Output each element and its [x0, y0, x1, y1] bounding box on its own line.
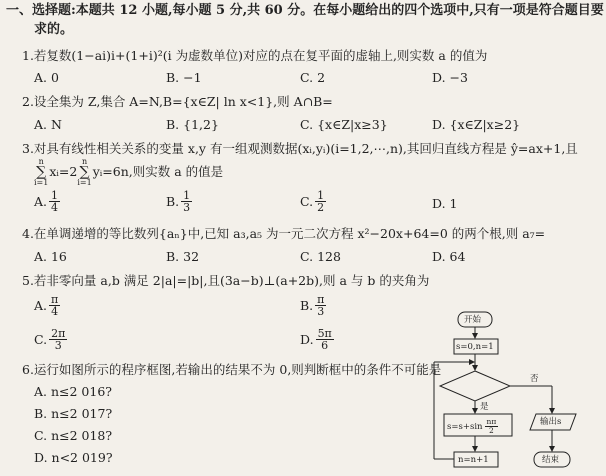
question-4-stem: 4.在单调递增的等比数列{aₙ}中,已知 a₃,a₅ 为一元二次方程 x²−20x+64=0 的两个根,则 a₇=: [22, 226, 546, 241]
question-3-option-a: A. $\frac{1}{4}$: [34, 189, 59, 214]
question-2-option-c: C. {x∈Z|x≥3}: [300, 117, 388, 132]
question-3-option-c: C. $\frac{1}{2}$: [300, 189, 325, 214]
section-header-line1: 一、选择题:本题共 12 小题,每小题 5 分,共 60 分。在每小题给出的四个选项中,只有一项是符合题目要: [6, 3, 604, 18]
question-3-option-d: D. 1: [432, 196, 458, 211]
flowchart-no-label: 否: [530, 374, 539, 384]
question-5-stem: 5.若非零向量 a,b 满足 2|a|=|b|,且(3a−b)⊥(a+2b),则 a 与 b 的夹角为: [22, 273, 430, 288]
question-2-option-a: A. N: [34, 117, 62, 132]
question-4-option-c: C. 128: [300, 249, 341, 264]
question-6-option-b: B. n≤2 017?: [34, 406, 113, 421]
question-1-option-d: D. −3: [432, 70, 468, 85]
question-4-option-a: A. 16: [34, 249, 67, 264]
question-5-option-b: B. $\frac{\pi}{3}$: [300, 293, 325, 318]
question-1-option-c: C. 2: [300, 70, 326, 85]
question-6-option-d: D. n<2 019?: [34, 450, 113, 465]
flowchart-increment-label: n=n+1: [458, 455, 489, 465]
question-2-stem: 2.设全集为 Z,集合 A=N,B={x∈Z| ln x<1},则 A∩B=: [22, 94, 333, 109]
flowchart-end-label: 结束: [542, 455, 560, 465]
question-4-option-b: B. 32: [166, 249, 200, 264]
decision-diamond: [440, 371, 510, 401]
question-3-sum-y: yᵢ=6n,则实数 a 的值是: [92, 164, 224, 179]
question-3-stem: 3.对具有线性相关关系的变量 x,y 有一组观测数据(xᵢ,yᵢ)(i=1,2,⋯,n),其回归直线方程是 ŷ=ax+1,且: [22, 141, 578, 156]
flowchart-init-label: s=0,n=1: [456, 342, 494, 352]
flowchart-output-label: 输出s: [540, 417, 562, 427]
flowchart-update-label: s=s+sin $\frac{n\pi}{2}$: [447, 417, 497, 435]
question-5-option-c: C. $\frac{2\pi}{3}$: [34, 327, 66, 352]
question-6-stem: 6.运行如图所示的程序框图,若输出的结果不为 0,则判断框中的条件不可能是: [22, 362, 442, 377]
question-5-option-d: D. $\frac{5\pi}{6}$: [300, 327, 332, 352]
question-3-stem-sums: [34, 156, 224, 187]
question-3-option-b: B. $\frac{1}{3}$: [166, 189, 191, 214]
program-flowchart: [430, 310, 606, 476]
question-2-option-b: B. {1,2}: [166, 117, 219, 132]
flowchart-start-label: 开始: [464, 315, 482, 325]
summation-symbol: n ∑ i=1: [34, 156, 49, 187]
question-4-option-d: D. 64: [432, 249, 466, 264]
question-2-option-d: D. {x∈Z|x≥2}: [432, 117, 521, 132]
summation-symbol: n ∑ i=1: [77, 156, 92, 187]
question-1-option-a: A. 0: [34, 70, 59, 85]
question-6-option-a: A. n≤2 016?: [34, 384, 112, 399]
question-1-option-b: B. −1: [166, 70, 202, 85]
question-1-stem: 1.若复数(1−ai)i+(1+i)²(i 为虚数单位)对应的点在复平面的虚轴上,则实数 a 的值为: [22, 48, 488, 63]
question-3-sum-x: xᵢ=2: [49, 164, 78, 179]
section-header-line2: 求的。: [34, 22, 74, 37]
flowchart-graphic: [430, 310, 606, 476]
question-5-option-a: A. $\frac{\pi}{4}$: [34, 293, 59, 318]
question-6-option-c: C. n≤2 018?: [34, 428, 113, 443]
flowchart-yes-label: 是: [480, 402, 489, 412]
